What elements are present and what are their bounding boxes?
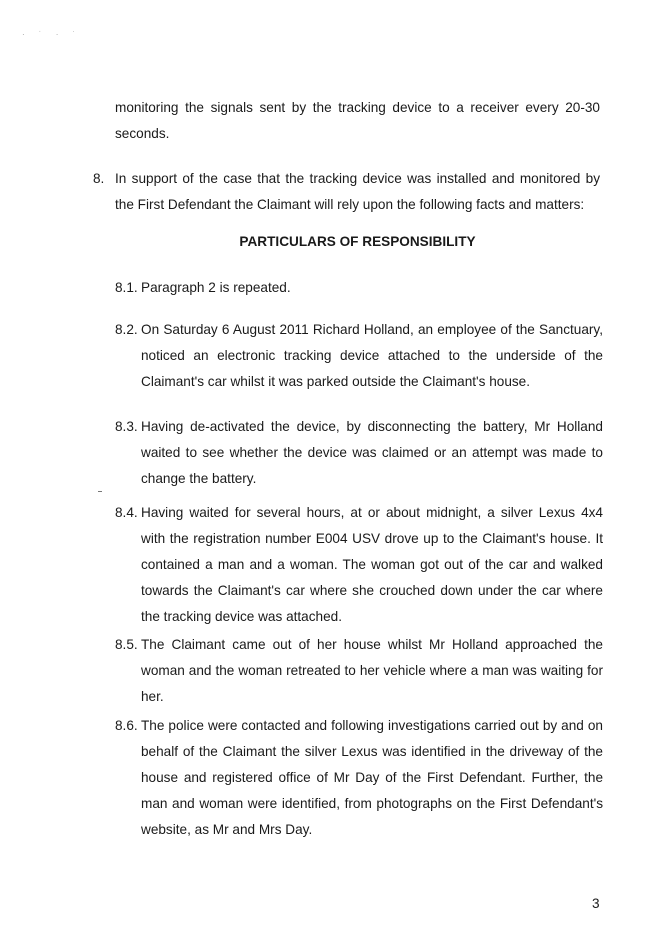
scan-artifact: · ˙ · ˙ [22, 30, 82, 39]
sub-paragraph-number: 8.5. [115, 637, 138, 652]
sub-paragraph-8-1 [115, 275, 603, 301]
sub-paragraph-number: 8.2. [115, 322, 138, 337]
paragraph-text: In support of the case that the tracking device was installed and monitored by the First Defendant the Claimant will rely upon the following facts and matters: [115, 171, 600, 212]
section-heading: PARTICULARS OF RESPONSIBILITY [239, 234, 476, 249]
sub-paragraph-8-2 [115, 317, 603, 395]
sub-paragraph-8-4 [115, 500, 603, 630]
sub-paragraph-text: Having waited for several hours, at or about midnight, a silver Lexus 4x4 with the registration number E004 USV drove up to the Claimant's house. It contained a man and a woman. The woman got out of the car and walked towards the Claimant's car where she crouched down under the car where the tracking device was attached. [141, 505, 603, 624]
sub-paragraph-number: 8.1. [115, 280, 138, 295]
paragraph-number: 8. [93, 171, 105, 186]
sub-paragraph-text: Paragraph 2 is repeated. [141, 280, 291, 295]
continuation-paragraph: monitoring the signals sent by the tracking device to a receiver every 20-30 seconds. [115, 100, 600, 141]
sub-paragraph-text: The police were contacted and following investigations carried out by and on behalf of the Claimant the silver Lexus was identified in the driveway of the house and registered office of Mr Day of the First Defendant. Further, the man and woman were identified, from photographs on the First Defendant's website, as Mr and Mrs Day. [141, 718, 603, 837]
sub-paragraph-number: 8.3. [115, 419, 138, 434]
sub-paragraph-number: 8.6. [115, 718, 138, 733]
page-number: 3 [592, 896, 600, 911]
margin-mark [98, 491, 102, 492]
paragraph-8 [93, 166, 600, 218]
sub-paragraph-text: On Saturday 6 August 2011 Richard Holland, an employee of the Sanctuary, noticed an electronic tracking device attached to the underside of the Claimant's car whilst it was parked outside the Claimant's house. [141, 322, 603, 389]
sub-paragraph-number: 8.4. [115, 505, 138, 520]
sub-paragraph-8-6 [115, 713, 603, 843]
sub-paragraph-text: The Claimant came out of her house whilst Mr Holland approached the woman and the woman retreated to her vehicle where a man was waiting for her. [141, 637, 603, 704]
sub-paragraph-8-5 [115, 632, 603, 710]
sub-paragraph-8-3 [115, 414, 603, 492]
sub-paragraph-text: Having de-activated the device, by disconnecting the battery, Mr Holland waited to see whether the device was claimed or an attempt was made to change the battery. [141, 419, 603, 486]
